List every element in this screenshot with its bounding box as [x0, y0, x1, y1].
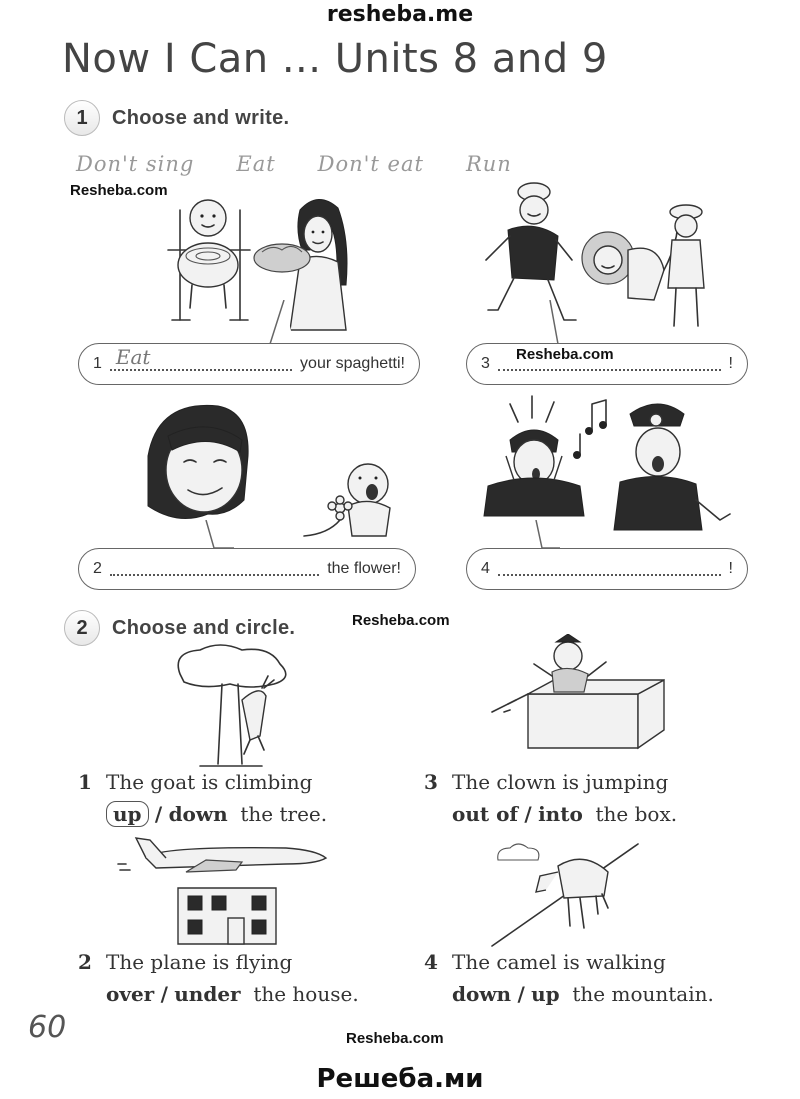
answer-bubble-1	[78, 343, 420, 385]
boy-running-lion-illustration	[468, 170, 718, 340]
camel-mountain-illustration	[488, 836, 648, 948]
exercise-number-badge: 2	[64, 610, 100, 646]
sentence-text: The clown is jumping	[452, 770, 669, 794]
site-watermark-bottom: Решеба.ми	[316, 1064, 484, 1094]
item-number: 4	[481, 560, 490, 577]
option[interactable]: over	[106, 982, 155, 1006]
watermark-label: Resheba.com	[516, 346, 614, 363]
sentence-text: The goat is climbing	[106, 770, 313, 794]
option-separator: /	[524, 802, 532, 826]
item-number: 1	[78, 770, 92, 794]
word-bank-item: Run	[465, 152, 512, 176]
page-number: 60	[28, 1010, 67, 1045]
speech-bubble-tail	[200, 520, 240, 550]
sentence-ending: !	[728, 560, 733, 577]
option-separator: /	[154, 802, 163, 826]
item-number: 1	[93, 355, 102, 372]
sentence-ending: !	[728, 355, 733, 372]
answer-blank[interactable]	[110, 345, 292, 371]
clown-box-illustration	[488, 634, 668, 754]
item-number: 4	[424, 950, 438, 974]
exercise-number-badge: 1	[64, 100, 100, 136]
sentence-ending: your spaghetti!	[300, 355, 405, 372]
sentence-ending: the flower!	[327, 560, 401, 577]
sentence-2	[78, 946, 359, 1010]
option[interactable]: down	[452, 982, 512, 1006]
exercise-instruction: Choose and circle.	[112, 616, 296, 639]
answer-bubble-4	[466, 548, 748, 590]
handwritten-answer: Eat	[115, 345, 151, 369]
option[interactable]: out of	[452, 802, 519, 826]
sentence-end: the tree.	[240, 802, 328, 826]
watermark-label: Resheba.com	[70, 182, 168, 199]
answer-blank[interactable]	[110, 562, 319, 576]
sentence-text: The camel is walking	[452, 950, 666, 974]
option-separator: /	[517, 982, 525, 1006]
sentence-text: The plane is flying	[106, 950, 293, 974]
speech-bubble-tail	[526, 520, 566, 550]
word-bank-item: Don't sing	[76, 152, 195, 176]
item-number: 3	[424, 770, 438, 794]
sentence-4	[424, 946, 714, 1010]
option[interactable]: up	[531, 982, 560, 1006]
watermark-label: Resheba.com	[346, 1030, 444, 1047]
exercise-instruction: Choose and write.	[112, 106, 290, 129]
exercise-2-header	[64, 610, 295, 646]
sentence-end: the box.	[595, 802, 678, 826]
sentence-3	[424, 766, 677, 830]
option-separator: /	[160, 982, 168, 1006]
watermark-label: Resheba.com	[352, 612, 450, 629]
exercise-1-header	[64, 100, 289, 136]
option[interactable]: under	[174, 982, 241, 1006]
word-bank-item: Eat	[236, 152, 276, 176]
sentence-end: the house.	[253, 982, 359, 1006]
item-number: 3	[481, 355, 490, 372]
baby-flower-illustration	[128, 396, 408, 546]
answer-bubble-2	[78, 548, 416, 590]
option[interactable]: into	[538, 802, 583, 826]
item-number: 2	[93, 560, 102, 577]
singing-woman-illustration	[480, 390, 740, 540]
speech-bubble-tail	[540, 300, 580, 345]
answer-blank[interactable]	[498, 562, 721, 576]
sentence-1	[78, 766, 327, 830]
site-watermark-top: resheba.me	[326, 2, 474, 27]
goat-tree-illustration	[170, 644, 300, 770]
page-title: Now I Can ... Units 8 and 9	[62, 36, 608, 82]
word-bank	[76, 152, 512, 176]
sentence-end: the mountain.	[572, 982, 714, 1006]
plane-house-illustration	[116, 836, 336, 948]
option[interactable]: down	[168, 802, 228, 826]
word-bank-item: Don't eat	[317, 152, 424, 176]
speech-bubble-tail	[260, 300, 300, 345]
option-circled[interactable]: up	[106, 801, 149, 827]
item-number: 2	[78, 950, 92, 974]
